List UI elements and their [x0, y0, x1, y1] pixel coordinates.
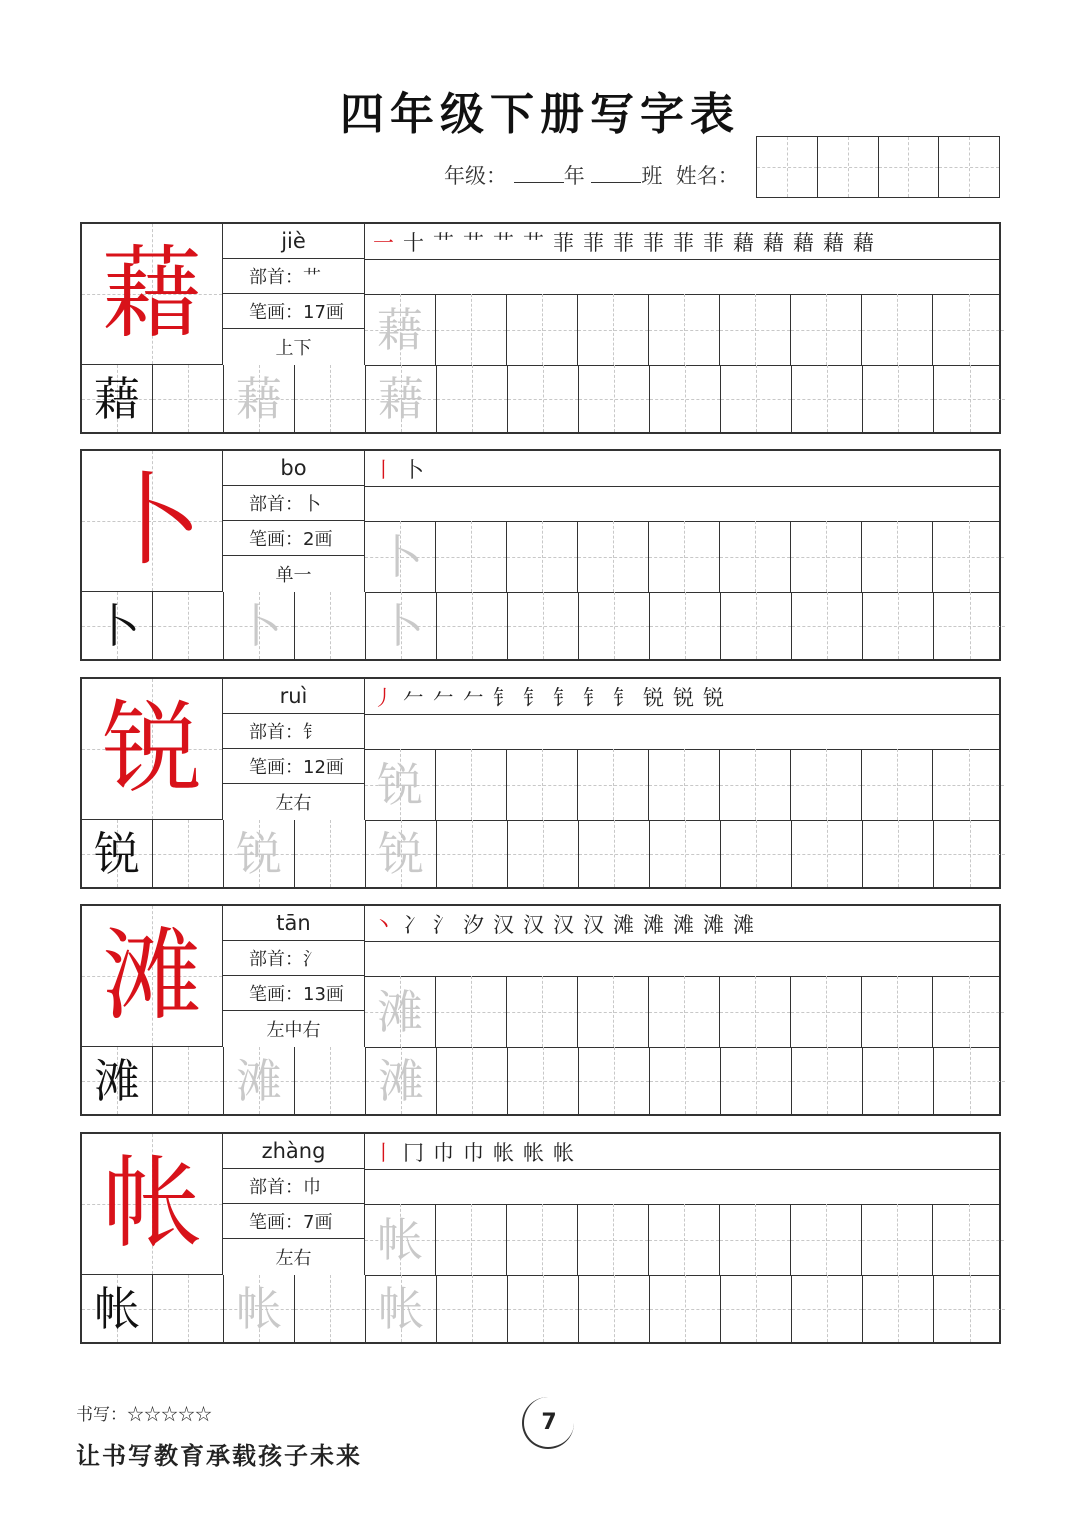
practice-row-bottom [82, 592, 999, 659]
trace-char: 藉 [236, 371, 282, 426]
pinyin: bo [223, 451, 364, 486]
stroke-count: 笔画：13画 [223, 976, 364, 1011]
stroke-step: 冂 [403, 1140, 433, 1165]
trace-char: 滩 [236, 1053, 282, 1108]
practice-cell[interactable] [153, 820, 224, 887]
structure: 单一 [275, 564, 312, 586]
practice-cell[interactable] [863, 1047, 934, 1114]
practice-cell[interactable] [791, 294, 862, 365]
stroke-step: 𠂉 [433, 685, 463, 710]
stroke-step: 十 [403, 230, 433, 255]
year-label: 年 [563, 164, 585, 188]
practice-cell[interactable] [508, 820, 579, 887]
stroke-step: 帐 [493, 1140, 523, 1165]
trace-char: 滩 [378, 1053, 424, 1108]
practice-cell[interactable] [153, 365, 224, 432]
practice-row-top [365, 1204, 999, 1276]
practice-cell[interactable] [437, 1047, 508, 1114]
stroke-step: 𠂉 [403, 685, 433, 710]
blank-row[interactable] [365, 259, 999, 295]
practice-cell[interactable] [649, 294, 720, 365]
stroke-count: 笔画：12画 [223, 749, 364, 784]
stroke-step: 冫 [403, 912, 433, 937]
practice-cell[interactable] [365, 294, 436, 365]
practice-cell[interactable] [436, 1204, 507, 1275]
practice-row-top [365, 749, 999, 821]
stroke-step: 锐 [643, 685, 673, 710]
practice-cell[interactable] [365, 976, 436, 1047]
practice-cell[interactable] [649, 1204, 720, 1275]
practice-cell[interactable] [579, 592, 650, 659]
practice-cell[interactable] [366, 592, 437, 659]
practice-cell[interactable] [507, 976, 578, 1047]
trace-char: 卜 [377, 529, 423, 584]
structure: 左右 [275, 1247, 312, 1269]
trace-char: 锐 [378, 826, 424, 881]
char-block [80, 904, 1001, 1116]
grade-label: 年级： [444, 164, 507, 188]
slogan: 让书写教育承载孩子未来 [76, 1441, 362, 1470]
practice-cell [82, 365, 153, 432]
stroke-step: 滩 [613, 912, 643, 937]
structure: 上下 [275, 337, 312, 359]
practice-cell[interactable] [578, 1204, 649, 1275]
practice-cell[interactable] [721, 592, 792, 659]
practice-cell[interactable] [933, 749, 1004, 820]
practice-cell[interactable] [792, 1047, 863, 1114]
stroke-count: 笔画：2画 [223, 521, 364, 556]
stroke-step: 丿 [373, 685, 403, 710]
stroke-step: 艹 [463, 230, 493, 255]
model-char: 藉 [102, 235, 202, 352]
stroke-order [365, 906, 999, 942]
practice-cell[interactable] [791, 521, 862, 592]
stroke-step: 滩 [643, 912, 673, 937]
page-title: 四年级下册写字表 [340, 89, 740, 140]
radical: 部首：氵 [223, 941, 364, 976]
practice-cell[interactable] [791, 749, 862, 820]
practice-cell[interactable] [508, 1047, 579, 1114]
stroke-count: 笔画：17画 [223, 294, 364, 329]
practice-cell[interactable] [295, 820, 366, 887]
practice-cell[interactable] [933, 1204, 1004, 1275]
pinyin: jiè [223, 224, 364, 259]
practice-cell[interactable] [721, 820, 792, 887]
practice-cell[interactable] [437, 820, 508, 887]
char-block [80, 677, 1001, 889]
practice-cell[interactable] [721, 1047, 792, 1114]
practice-cell[interactable] [579, 365, 650, 432]
stroke-step: 藉 [793, 230, 823, 255]
stroke-step: 氵 [433, 912, 463, 937]
trace-char: 滩 [377, 984, 423, 1039]
trace-char: 藉 [378, 371, 424, 426]
trace-char: 卜 [236, 598, 282, 653]
practice-cell[interactable] [720, 294, 791, 365]
stroke-step: 菲 [673, 230, 703, 255]
pinyin: zhàng [223, 1134, 364, 1169]
char-block [80, 222, 1001, 434]
practice-cell[interactable] [650, 1047, 721, 1114]
practice-cell[interactable] [366, 820, 437, 887]
name-box[interactable] [756, 136, 818, 198]
practice-cell[interactable] [224, 365, 295, 432]
practice-cell[interactable] [934, 1275, 1005, 1342]
practice-cell[interactable] [649, 521, 720, 592]
stroke-step: 汉 [493, 912, 523, 937]
practice-cell[interactable] [649, 749, 720, 820]
stroke-step: 一 [373, 230, 403, 255]
blank-row[interactable] [365, 1169, 999, 1205]
practice-row-bottom [82, 1275, 999, 1342]
practice-cell[interactable] [224, 1047, 295, 1114]
radical: 部首：艹 [223, 259, 364, 294]
practice-cell[interactable] [436, 521, 507, 592]
model-char: 锐 [102, 690, 202, 807]
practice-cell[interactable] [365, 749, 436, 820]
stroke-step: 藉 [763, 230, 793, 255]
practice-row-bottom [82, 365, 999, 432]
practice-cell[interactable] [720, 749, 791, 820]
practice-cell[interactable] [650, 820, 721, 887]
stroke-step: 汉 [583, 912, 613, 937]
pinyin: tān [223, 906, 364, 941]
stroke-order [365, 224, 999, 260]
model-char-box [82, 906, 223, 1047]
practice-cell [82, 592, 153, 659]
stroke-step: 菲 [553, 230, 583, 255]
practice-cell[interactable] [437, 592, 508, 659]
stroke-step: 菲 [613, 230, 643, 255]
stroke-order [365, 679, 999, 715]
practice-cell[interactable] [934, 592, 1005, 659]
practice-cell[interactable] [792, 820, 863, 887]
stroke-step: 藉 [823, 230, 853, 255]
model-char-box [82, 679, 223, 820]
blank-row[interactable] [365, 714, 999, 750]
practice-cell[interactable] [153, 1047, 224, 1114]
practice-cell[interactable] [508, 365, 579, 432]
stroke-step: 丨 [373, 1140, 403, 1165]
practice-cell[interactable] [650, 592, 721, 659]
practice-cell[interactable] [578, 521, 649, 592]
stroke-step: 𠂉 [463, 685, 493, 710]
stroke-step: 帐 [553, 1140, 583, 1165]
practice-cell[interactable] [579, 1047, 650, 1114]
practice-cell[interactable] [508, 1275, 579, 1342]
practice-cell[interactable] [792, 1275, 863, 1342]
practice-cell[interactable] [792, 592, 863, 659]
practice-cell[interactable] [366, 1047, 437, 1114]
practice-row-top [365, 521, 999, 593]
structure: 左中右 [266, 1019, 321, 1041]
stroke-step: 汐 [463, 912, 493, 937]
sample-char: 帐 [94, 1281, 140, 1336]
stroke-step: 滩 [703, 912, 733, 937]
blank-row[interactable] [365, 486, 999, 522]
practice-row-top [365, 294, 999, 366]
stroke-step: 巾 [433, 1140, 463, 1165]
char-meta [223, 451, 365, 592]
stroke-step: 菲 [703, 230, 733, 255]
practice-cell [82, 1047, 153, 1114]
trace-char: 卜 [378, 598, 424, 653]
practice-cell[interactable] [720, 976, 791, 1047]
practice-row-bottom [82, 820, 999, 887]
practice-cell[interactable] [365, 1204, 436, 1275]
stroke-step: 巾 [463, 1140, 493, 1165]
practice-cell[interactable] [933, 521, 1004, 592]
radical: 部首：卜 [223, 486, 364, 521]
practice-cell[interactable] [153, 1275, 224, 1342]
practice-cell[interactable] [578, 749, 649, 820]
practice-cell[interactable] [365, 521, 436, 592]
blank-row[interactable] [365, 941, 999, 977]
model-char-box [82, 1134, 223, 1275]
practice-cell[interactable] [579, 820, 650, 887]
stroke-step: 滩 [673, 912, 703, 937]
practice-cell[interactable] [933, 294, 1004, 365]
practice-cell[interactable] [578, 976, 649, 1047]
trace-char: 藉 [377, 302, 423, 357]
practice-cell[interactable] [934, 1047, 1005, 1114]
stroke-step: 艹 [433, 230, 463, 255]
practice-cell [82, 820, 153, 887]
practice-cell[interactable] [507, 1204, 578, 1275]
char-meta [223, 1134, 365, 1275]
practice-row-top [365, 976, 999, 1048]
radical: 部首：巾 [223, 1169, 364, 1204]
practice-cell[interactable] [863, 820, 934, 887]
practice-cell[interactable] [791, 976, 862, 1047]
practice-cell[interactable] [720, 1204, 791, 1275]
practice-cell[interactable] [863, 365, 934, 432]
model-char: 滩 [102, 917, 202, 1034]
name-box[interactable] [878, 136, 940, 198]
name-label: 姓名： [675, 164, 739, 188]
stroke-step: 钅 [553, 685, 583, 710]
practice-cell[interactable] [862, 294, 933, 365]
practice-cell[interactable] [862, 521, 933, 592]
stroke-step: 艹 [523, 230, 553, 255]
practice-cell[interactable] [507, 749, 578, 820]
structure: 左右 [275, 792, 312, 814]
stroke-step: 丶 [373, 912, 403, 937]
stroke-order [365, 1134, 999, 1170]
char-meta [223, 679, 365, 820]
practice-cell[interactable] [224, 820, 295, 887]
class-label: 班 [641, 164, 663, 188]
practice-cell[interactable] [863, 1275, 934, 1342]
trace-char: 锐 [377, 757, 423, 812]
stroke-step: 汉 [553, 912, 583, 937]
sample-char: 滩 [94, 1053, 140, 1108]
practice-cell[interactable] [650, 365, 721, 432]
practice-row-bottom [82, 1047, 999, 1114]
practice-cell[interactable] [153, 592, 224, 659]
stroke-step: 钅 [493, 685, 523, 710]
practice-cell[interactable] [295, 365, 366, 432]
trace-char: 帐 [236, 1281, 282, 1336]
practice-cell[interactable] [437, 1275, 508, 1342]
trace-char: 锐 [236, 826, 282, 881]
stroke-step: 艹 [493, 230, 523, 255]
stroke-order [365, 451, 999, 487]
rating-label: 书写：☆☆☆☆☆ [76, 1405, 212, 1425]
sample-char: 卜 [94, 598, 140, 653]
pinyin: ruì [223, 679, 364, 714]
stroke-step: 菲 [583, 230, 613, 255]
stroke-count: 笔画：7画 [223, 1204, 364, 1239]
char-meta [223, 224, 365, 365]
radical: 部首：钅 [223, 714, 364, 749]
practice-cell[interactable] [863, 592, 934, 659]
practice-cell [82, 1275, 153, 1342]
stroke-step: 丨 [373, 457, 403, 482]
sample-char: 锐 [94, 826, 140, 881]
trace-char: 帐 [378, 1281, 424, 1336]
practice-cell[interactable] [366, 1275, 437, 1342]
name-box[interactable] [817, 136, 879, 198]
stroke-step: 汉 [523, 912, 553, 937]
stroke-step: 锐 [703, 685, 733, 710]
practice-cell[interactable] [507, 521, 578, 592]
practice-cell[interactable] [650, 1275, 721, 1342]
stroke-step: 卜 [403, 457, 433, 482]
practice-cell[interactable] [649, 976, 720, 1047]
stroke-step: 帐 [523, 1140, 553, 1165]
name-box[interactable] [938, 136, 1000, 198]
practice-cell[interactable] [224, 592, 295, 659]
page-number: 7 [522, 1397, 574, 1449]
practice-cell[interactable] [366, 365, 437, 432]
stroke-step: 锐 [673, 685, 703, 710]
char-meta [223, 906, 365, 1047]
practice-cell[interactable] [792, 365, 863, 432]
char-block [80, 449, 1001, 661]
practice-cell[interactable] [934, 820, 1005, 887]
model-char: 卜 [102, 462, 202, 579]
stroke-step: 藉 [733, 230, 763, 255]
class-blank[interactable] [591, 164, 641, 183]
practice-cell[interactable] [295, 1047, 366, 1114]
practice-cell[interactable] [436, 294, 507, 365]
student-info [444, 160, 739, 190]
stroke-step: 钅 [583, 685, 613, 710]
model-char-box [82, 451, 223, 592]
practice-cell[interactable] [933, 976, 1004, 1047]
sample-char: 藉 [94, 371, 140, 426]
practice-cell[interactable] [791, 1204, 862, 1275]
practice-cell[interactable] [721, 365, 792, 432]
practice-cell[interactable] [720, 521, 791, 592]
practice-cell[interactable] [862, 1204, 933, 1275]
practice-cell[interactable] [295, 592, 366, 659]
practice-cell[interactable] [862, 976, 933, 1047]
stroke-step: 钅 [523, 685, 553, 710]
practice-cell[interactable] [436, 749, 507, 820]
practice-cell[interactable] [508, 592, 579, 659]
stroke-step: 滩 [733, 912, 763, 937]
practice-cell[interactable] [721, 1275, 792, 1342]
stroke-step: 藉 [853, 230, 883, 255]
grade-blank[interactable] [514, 164, 564, 183]
practice-cell[interactable] [436, 976, 507, 1047]
stroke-step: 钅 [613, 685, 643, 710]
trace-char: 帐 [377, 1212, 423, 1267]
practice-cell[interactable] [295, 1275, 366, 1342]
model-char: 帐 [102, 1145, 202, 1262]
char-block [80, 1132, 1001, 1344]
practice-cell[interactable] [862, 749, 933, 820]
practice-cell[interactable] [934, 365, 1005, 432]
practice-cell[interactable] [224, 1275, 295, 1342]
practice-cell[interactable] [437, 365, 508, 432]
stroke-step: 菲 [643, 230, 673, 255]
name-boxes [756, 136, 1000, 196]
practice-cell[interactable] [579, 1275, 650, 1342]
practice-cell[interactable] [578, 294, 649, 365]
model-char-box [82, 224, 223, 365]
practice-cell[interactable] [507, 294, 578, 365]
